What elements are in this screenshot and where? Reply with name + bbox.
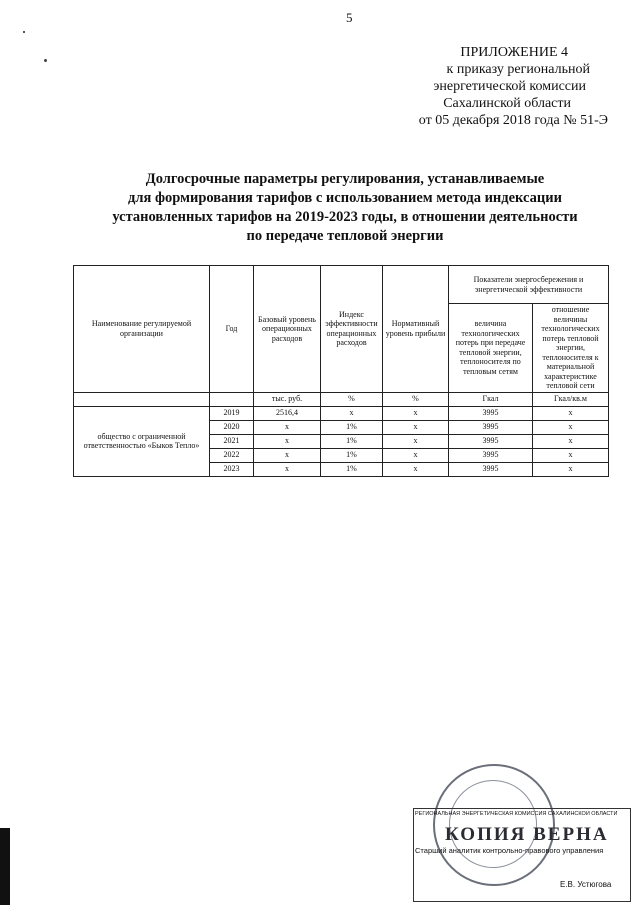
header-normative-profit: Нормативный уровень прибыли bbox=[383, 266, 449, 393]
title-line: Долгосрочные параметры регулирования, устанавливаемые bbox=[145, 171, 545, 187]
header-energy-group: Показатели энергосбережения и энергетической эффективности bbox=[449, 266, 609, 304]
title-line: по передаче тепловой энергии bbox=[246, 228, 444, 244]
unit-losses: Гкал bbox=[449, 392, 533, 406]
cell-year: 2021 bbox=[210, 434, 254, 448]
cell-losses: 3995 bbox=[449, 462, 533, 476]
unit-efficiency-index: % bbox=[321, 392, 383, 406]
cell-losses: 3995 bbox=[449, 448, 533, 462]
cell-base: х bbox=[254, 462, 321, 476]
cell-profit: х bbox=[383, 420, 449, 434]
cell-index: 1% bbox=[321, 448, 383, 462]
unit-normative-profit: % bbox=[383, 392, 449, 406]
cell-index: х bbox=[321, 406, 383, 420]
scan-edge-bar bbox=[0, 828, 10, 905]
cell-year: 2020 bbox=[210, 420, 254, 434]
header-efficiency-index: Индекс эффективности операционных расходов bbox=[321, 266, 383, 393]
cell-index: 1% bbox=[321, 420, 383, 434]
cell-year: 2022 bbox=[210, 448, 254, 462]
stamp-organization: РЕГИОНАЛЬНАЯ ЭНЕРГЕТИЧЕСКАЯ КОМИССИЯ САХАЛИНСКОЙ ОБЛАСТИ bbox=[415, 811, 618, 817]
cell-ratio: х bbox=[533, 448, 609, 462]
cell-base: 2516,4 bbox=[254, 406, 321, 420]
cell-index: 1% bbox=[321, 434, 383, 448]
cell-year: 2023 bbox=[210, 462, 254, 476]
appendix-header bbox=[419, 44, 608, 129]
appendix-line: к приказу региональной bbox=[446, 62, 590, 77]
organization-name: общество с ограниченной ответственностью «Быков Тепло» bbox=[74, 406, 210, 476]
cell-losses: 3995 bbox=[449, 406, 533, 420]
cell-ratio: х bbox=[533, 420, 609, 434]
scan-speck bbox=[44, 59, 47, 62]
cell-ratio: х bbox=[533, 462, 609, 476]
cell-profit: х bbox=[383, 448, 449, 462]
title-line: установленных тарифов на 2019-2023 годы, в отношении деятельности bbox=[112, 209, 578, 225]
header-ratio: отношение величины технологических потерь тепловой энергии, теплоносителя к материальной характеристике тепловой сети bbox=[533, 304, 609, 393]
cell-base: х bbox=[254, 420, 321, 434]
cell-ratio: х bbox=[533, 434, 609, 448]
header-base-level: Базовый уровень операционных расходов bbox=[254, 266, 321, 393]
cell-profit: х bbox=[383, 434, 449, 448]
cell-profit: х bbox=[383, 406, 449, 420]
document-title bbox=[90, 170, 600, 246]
cell-losses: 3995 bbox=[449, 420, 533, 434]
units-empty bbox=[74, 392, 210, 406]
unit-base-level: тыс. руб. bbox=[254, 392, 321, 406]
cell-profit: х bbox=[383, 462, 449, 476]
unit-ratio: Гкал/кв.м bbox=[533, 392, 609, 406]
appendix-line: Сахалинской области bbox=[443, 96, 571, 111]
header-year: Год bbox=[210, 266, 254, 393]
header-org: Наименование регулируемой организации bbox=[74, 266, 210, 393]
appendix-line: от 05 декабря 2018 года № 51-Э bbox=[418, 113, 608, 128]
cell-ratio: х bbox=[533, 406, 609, 420]
stamp-signer: Е.В. Устюгова bbox=[560, 880, 612, 889]
cell-base: х bbox=[254, 434, 321, 448]
appendix-line: ПРИЛОЖЕНИЕ 4 bbox=[460, 45, 568, 60]
title-line: для формирования тарифов с использованием метода индексации bbox=[128, 190, 562, 206]
stamp-copy-true: КОПИЯ ВЕРНА bbox=[445, 824, 609, 845]
header-losses: величина технологических потерь при передаче тепловой энергии, теплоносителя по тепловым сетям bbox=[449, 304, 533, 393]
cell-losses: 3995 bbox=[449, 434, 533, 448]
cell-base: х bbox=[254, 448, 321, 462]
certification-stamp bbox=[405, 760, 635, 900]
units-empty bbox=[210, 392, 254, 406]
page-number: 5 bbox=[346, 10, 353, 25]
scan-speck bbox=[23, 31, 25, 33]
stamp-department: Старший аналитик контрольно-правового управления bbox=[415, 846, 604, 855]
table-row bbox=[74, 406, 609, 420]
appendix-line: энергетической комиссии bbox=[433, 79, 586, 94]
cell-index: 1% bbox=[321, 462, 383, 476]
cell-year: 2019 bbox=[210, 406, 254, 420]
regulation-parameters-table bbox=[73, 265, 609, 477]
